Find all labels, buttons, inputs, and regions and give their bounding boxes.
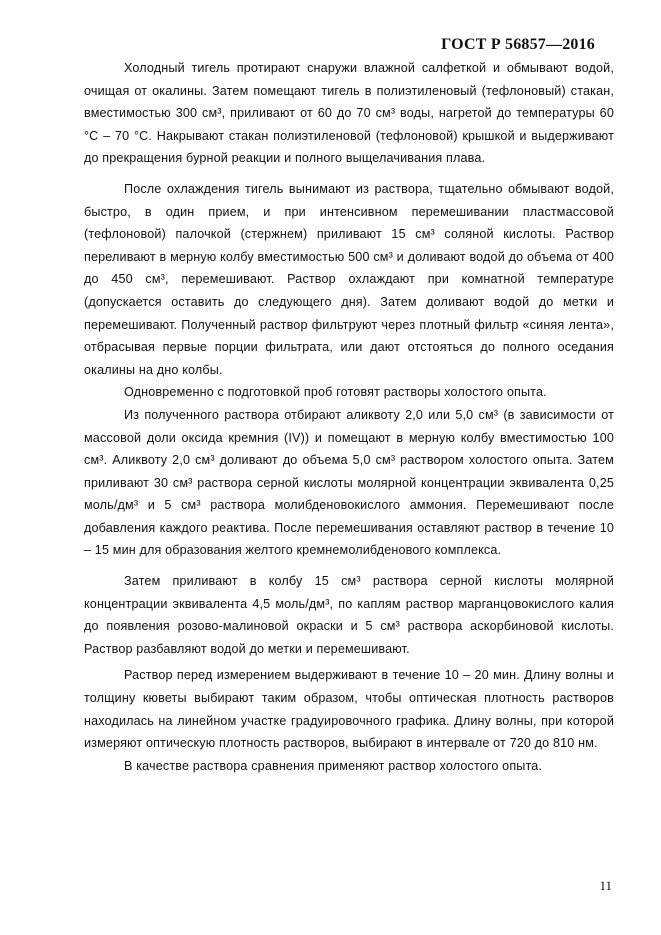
- document-header-standard-number: ГОСТ Р 56857—2016: [441, 36, 595, 53]
- paragraph-reference-solution: В качестве раствора сравнения применяют раствор холостого опыта.: [124, 758, 543, 773]
- paragraph-aliquot: Из полученного раствора отбирают аликвоту 2,0 или 5,0 см³ (в зависимости от массовой доли оксида кремния (IV)) и помещают в мерную колбу вместимостью 100 см³. Аликвоту 2,0 см³ доливают до объема 5,0 см³ раствором холостого опыта. Затем приливают 30 см³ раствора серной кислоты молярной концентрации эквивалента 0,25 моль/дм³ и 5 см³ раствора молибденовокислого аммония. Перемешивают после добавления каждого реактива. После перемешивания оставляют раствор в течение 10 – 15 мин для образования желтого кремнемолибденового комплекса.: [84, 407, 614, 558]
- paragraph-after-cooling: После охлаждения тигель вынимают из раствора, тщательно обмывают водой, быстро, в один прием, и при интенсивном перемешивании пластмассовой (тефлоновой) палочкой (стержнем) приливают 15 см³ соляной кислоты. Раствор переливают в мерную колбу вместимостью 500 см³ и доливают водой до объема от 400 до 450 см³, перемешивают. Раствор охлаждают при комнатной температуре (допускается оставить до следующего дня). Затем доливают водой до метки и перемешивают. Полученный раствор фильтруют через плотный фильтр «синяя лента», отбрасывая первые порции фильтрата, или дают отстояться до полного оседания окалины на дно колбы.: [84, 181, 614, 377]
- document-body: [84, 57, 614, 777]
- paragraph-measurement: Раствор перед измерением выдерживают в течение 10 – 20 мин. Длину волны и толщину кюветы выбирают таким образом, чтобы оптическая плотность растворов находилась на линейном участке градуировочного графика. Длину волны, при которой измеряют оптическую плотность растворов, выбирают в интервале от 720 до 810 нм.: [84, 668, 614, 751]
- paragraph-sulfuric-acid: Затем приливают в колбу 15 см³ раствора серной кислоты молярной концентрации эквивалента 4,5 моль/дм³, по каплям раствор марганцовокислого калия до появления розово-малиновой окраски и 5 см³ раствора аскорбиновой кислоты. Раствор разбавляют водой до метки и перемешивают.: [84, 574, 614, 656]
- page-number: 11: [599, 878, 612, 893]
- paragraph-crucible-cleaning: Холодный тигель протирают снаружи влажной салфеткой и обмывают водой, очищая от окалины. Затем помещают тигель в полиэтиленовый (тефлоновый) стакан, вместимостью 300 см³, приливают от 60 до 70 см³ воды, нагретой до температуры 60 °С – 70 °С. Накрывают стакан полиэтиленовой (тефлоновой) крышкой и выдерживают до прекращения бурной реакции и полного выщелачивания плава.: [84, 61, 614, 166]
- paragraph-blank-solutions: Одновременно с подготовкой проб готовят растворы холостого опыта.: [124, 385, 547, 400]
